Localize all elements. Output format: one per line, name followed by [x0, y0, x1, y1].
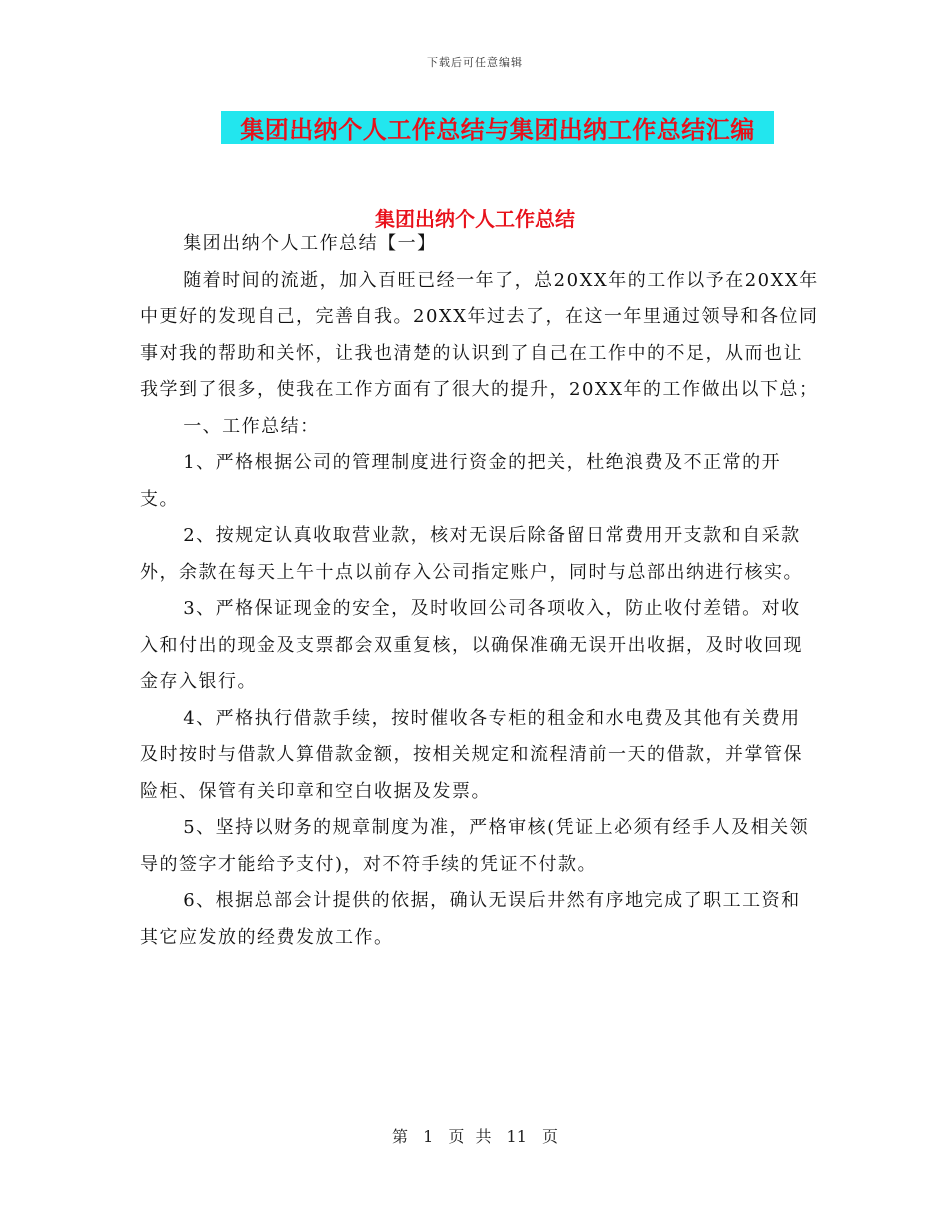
section-title: 集团出纳个人工作总结	[375, 207, 575, 231]
header-note: 下载后可任意编辑	[427, 56, 523, 69]
page-footer	[0, 1124, 950, 1147]
footer-suffix: 页	[542, 1127, 559, 1146]
paragraph-intro: 随着时间的流逝，加入百旺已经一年了，总20XX年的工作以予在20XX年中更好的发现自己，完善自我。20XX年过去了，在这一年里通过领导和各位同事对我的帮助和关怀，让我也清楚的认识到了自己在工作中的不足，从而也让我学到了很多，使我在工作方面有了很大的提升，20XX年的工作做出以下总；	[140, 269, 819, 400]
paragraph-item-4: 4、严格执行借款手续，按时催收各专柜的租金和水电费及其他有关费用及时按时与借款人算借款金额，按相关规定和流程清前一天的借款，并掌管保险柜、保管有关印章和空白收据及发票。	[140, 707, 803, 802]
footer-middle: 页 共	[448, 1127, 492, 1146]
footer-prefix: 第	[391, 1127, 408, 1146]
page-number: 1	[423, 1127, 434, 1146]
paragraph-item-6: 6、根据总部会计提供的依据，确认无误后井然有序地完成了职工工资和其它应发放的经费发放工作。	[140, 890, 801, 948]
paragraph-item-3: 3、严格保证现金的安全，及时收回公司各项收入，防止收付差错。对收入和付出的现金及支票都会双重复核，以确保准确无误开出收据，及时收回现金存入银行。	[140, 598, 803, 692]
main-title: 集团出纳个人工作总结与集团出纳工作总结汇编	[240, 116, 755, 144]
paragraph-item-2: 2、按规定认真收取营业款，核对无误后除备留日常费用开支款和自采款外，余款在每天上午十点以前存入公司指定账户，同时与总部出纳进行核实。	[140, 525, 803, 583]
paragraph-item-5: 5、坚持以财务的规章制度为准，严格审核(凭证上必须有经手人及相关领导的签字才能给予支付)，对不符手续的凭证不付款。	[140, 817, 810, 875]
document-body	[140, 226, 820, 956]
total-pages: 11	[506, 1127, 527, 1146]
paragraph-item-1: 1、严格根据公司的管理制度进行资金的把关，杜绝浪费及不正常的开支。	[140, 452, 782, 510]
main-title-highlight	[221, 111, 774, 144]
paragraph-heading: 集团出纳个人工作总结【一】	[183, 233, 437, 254]
paragraph-section-heading: 一、工作总结：	[183, 415, 320, 437]
